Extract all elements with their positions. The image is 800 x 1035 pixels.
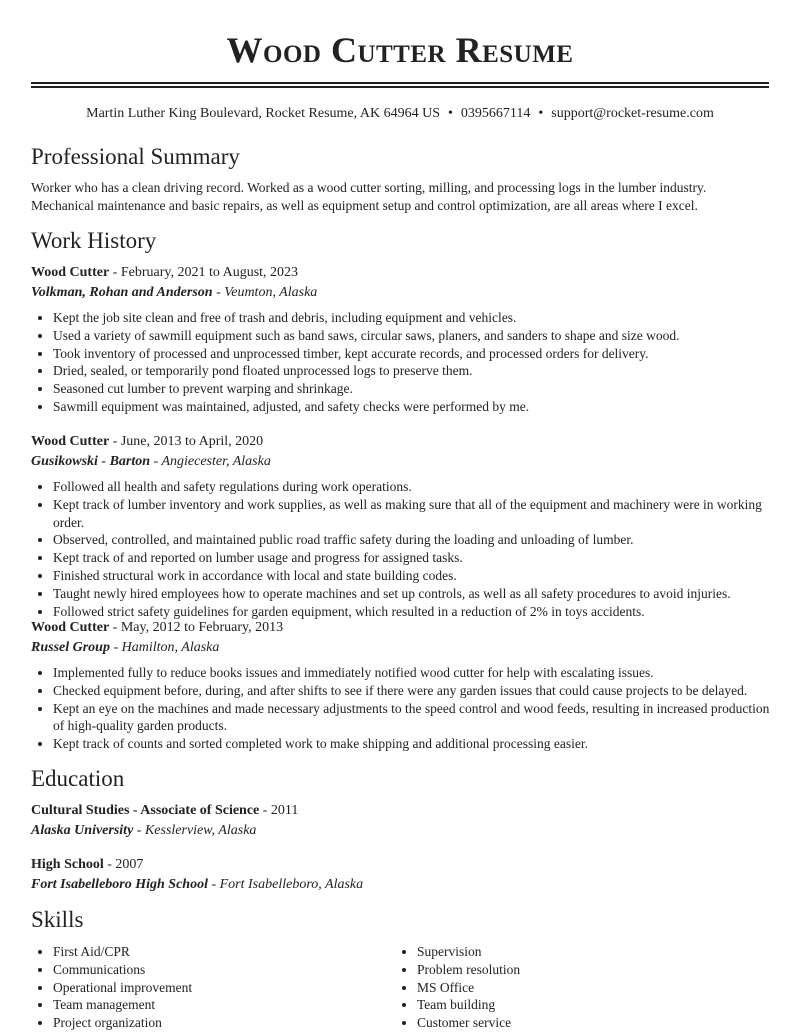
job-duty: • Used a variety of sawmill equipment such as band saws, circular saws, planers, and sanders to shape and size wood.: [53, 327, 771, 345]
skill-item: • Operational improvement: [53, 979, 381, 997]
job-dates: - May, 2012 to February, 2013: [112, 620, 284, 635]
job-duty: • Sawmill equipment was maintained, adjusted, and safety checks were performed by me.: [53, 398, 771, 416]
job-duty: • Kept track of counts and sorted completed work to make shipping and additional processing easier.: [53, 735, 771, 753]
job-title-line: [31, 618, 771, 638]
education-entry: [31, 855, 771, 895]
skill-item: • First Aid/CPR: [53, 943, 381, 961]
job-dates: - June, 2013 to April, 2020: [112, 434, 264, 449]
job-duties-list: [31, 664, 771, 753]
skill-item: • MS Office: [417, 979, 745, 997]
employer-line: [31, 283, 771, 303]
job-duty: • Finished structural work in accordance with local and state building codes.: [53, 567, 771, 585]
job-entry: [31, 263, 771, 416]
title-divider-bottom: [31, 86, 769, 88]
title-divider-top: [31, 82, 769, 84]
summary-heading: Professional Summary: [31, 144, 240, 169]
summary-section: [31, 179, 771, 215]
degree-year: - 2011: [262, 803, 299, 818]
skill-item: • Customer service: [417, 1014, 745, 1032]
skills-heading: Skills: [31, 907, 84, 932]
employer-line: [31, 638, 771, 658]
job-duty: • Dried, sealed, or temporarily pond floated unprocessed logs to preserve them.: [53, 362, 771, 380]
job-title: Wood Cutter: [31, 434, 110, 449]
job-duty: • Checked equipment before, during, and after shifts to see if there were any garden issues that could cause projects to be delayed.: [53, 682, 771, 700]
skill-item: • Project organization: [53, 1014, 381, 1032]
resume-title: Wood Cutter Resume: [226, 30, 574, 70]
employer-name: Volkman, Rohan and Anderson: [31, 285, 213, 300]
job-title: Wood Cutter: [31, 265, 110, 280]
degree-line: [31, 801, 771, 821]
degree-name: High School: [31, 857, 104, 872]
job-duty: • Seasoned cut lumber to prevent warping and shrinkage.: [53, 380, 771, 398]
job-duty: • Kept track of lumber inventory and work supplies, as well as making sure that all of the equipment and machinery were in working order.: [53, 496, 771, 532]
work-history-heading: Work History: [31, 228, 157, 253]
employer-location: - Angiecester, Alaska: [153, 454, 271, 469]
job-entry: [31, 432, 771, 620]
school-name: Alaska University: [31, 823, 134, 838]
job-duties-list: [31, 478, 771, 620]
employer-line: [31, 452, 771, 472]
contact-phone: 0395667114: [460, 106, 531, 121]
employer-location: - Hamilton, Alaska: [113, 640, 220, 655]
school-line: [31, 875, 771, 895]
job-title-line: [31, 432, 771, 452]
skills-list: [31, 943, 381, 1032]
education-heading: Education: [31, 766, 125, 791]
employer-name: Gusikowski - Barton: [31, 454, 151, 469]
degree-line: [31, 855, 771, 875]
job-duty: • Followed strict safety guidelines for garden equipment, which resulted in a reduction of 2% in toys accidents.: [53, 603, 771, 621]
job-duty: • Observed, controlled, and maintained public road traffic safety during the loading and unloading of lumber.: [53, 531, 771, 549]
school-location: - Fort Isabelleboro, Alaska: [211, 877, 364, 892]
skill-item: • Communications: [53, 961, 381, 979]
skills-column-left: [31, 943, 381, 1032]
skill-item: • Problem resolution: [417, 961, 745, 979]
summary-text: Worker who has a clean driving record. Worked as a wood cutter sorting, milling, and processing logs in the lumber industry. Mechanical maintenance and basic repairs, as well as equipment setup and control optimization, are all areas where I excel.: [31, 180, 707, 213]
degree-name: Cultural Studies - Associate of Science: [31, 803, 260, 818]
contact-separator: •: [447, 106, 453, 121]
job-duties-list: [31, 309, 771, 416]
job-entry: [31, 618, 771, 753]
school-location: - Kesslerview, Alaska: [136, 823, 257, 838]
contact-address: Martin Luther King Boulevard, Rocket Resume, AK 64964 US: [86, 106, 440, 121]
job-duty: • Kept the job site clean and free of trash and debris, including equipment and vehicles.: [53, 309, 771, 327]
school-name: Fort Isabelleboro High School: [31, 877, 208, 892]
school-line: [31, 821, 771, 841]
skill-item: • Team building: [417, 996, 745, 1014]
job-dates: - February, 2021 to August, 2023: [112, 265, 299, 280]
skills-column-right: [395, 943, 745, 1032]
skill-item: • Team management: [53, 996, 381, 1014]
employer-name: Russel Group: [31, 640, 110, 655]
skill-item: • Supervision: [417, 943, 745, 961]
job-title-line: [31, 263, 771, 283]
job-duty: • Followed all health and safety regulations during work operations.: [53, 478, 771, 496]
skills-list: [395, 943, 745, 1032]
job-duty: • Taught newly hired employees how to operate machines and set up controls, as well as all safety procedures to avoid injuries.: [53, 585, 771, 603]
job-duty: • Kept an eye on the machines and made necessary adjustments to the speed control and wood feeds, resulting in increased production of high-quality garden products.: [53, 700, 771, 736]
job-duty: • Kept track of and reported on lumber usage and progress for assigned tasks.: [53, 549, 771, 567]
job-title: Wood Cutter: [31, 620, 110, 635]
degree-year: - 2007: [107, 857, 144, 872]
employer-location: - Veumton, Alaska: [216, 285, 318, 300]
job-duty: • Implemented fully to reduce books issues and immediately notified wood cutter for help with escalating issues.: [53, 664, 771, 682]
job-duty: • Took inventory of processed and unprocessed timber, kept accurate records, and processed orders for delivery.: [53, 345, 771, 363]
contact-email: support@rocket-resume.com: [551, 106, 714, 121]
contact-separator: •: [538, 106, 544, 121]
contact-line: [0, 104, 800, 124]
education-entry: [31, 801, 771, 841]
